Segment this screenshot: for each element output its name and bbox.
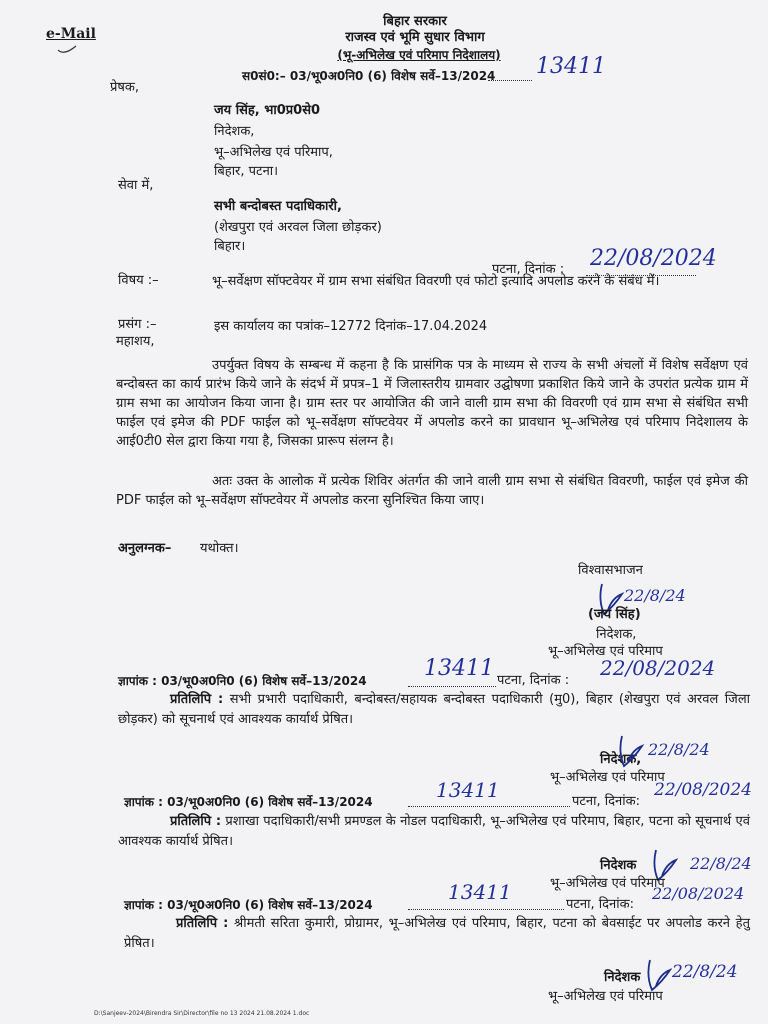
- signatory-office: भू–अभिलेख एवं परिमाप: [548, 644, 663, 659]
- salutation: महाशय,: [116, 334, 155, 349]
- memo-2-copy-text: प्रशाखा पदाधिकारी/सभी प्रमण्डल के नोडल पदाधिकारी, भू–अभिलेख एवं परिमाप, बिहार, पटना को सूचनार्थ एवं आवश्यक कार्यार्थ प्रेषित।: [118, 814, 750, 849]
- sender-office: भू–अभिलेख एवं परिमाप,: [214, 145, 333, 160]
- subject-text: भू–सर्वेक्षण सॉफ्टवेयर में ग्राम सभा संबंधित विवरणी एवं फोटो इत्यादि अपलोड करने के संबंध में।: [212, 274, 660, 289]
- memo-2-dotted-line: [408, 806, 570, 807]
- memo-3-date-label: पटना, दिनांक:: [566, 897, 634, 912]
- memo-3-sign-office: भू–अभिलेख एवं परिमाप: [548, 989, 663, 1004]
- ref-dotted-line: [488, 80, 532, 81]
- memo-1-sign-office: भू–अभिलेख एवं परिमाप: [550, 770, 665, 785]
- memo-1-sig-date: 22/8/24: [648, 740, 710, 759]
- memo-3-dotted-line: [408, 909, 564, 910]
- recipient-exception: (शेखपुरा एवं अरवल जिला छोड़कर): [214, 220, 382, 235]
- memo-1-sign-designation: निदेशक,: [600, 752, 642, 767]
- memo-2-ref-handwritten: 13411: [436, 778, 500, 802]
- closing-text: विश्वासभाजन: [578, 563, 643, 578]
- body-paragraph-1: उपर्युक्त विषय के सम्बन्ध में कहना है कि प्रासंगिक पत्र के माध्यम से राज्य के सभी अंचलों में विशेष सर्वेक्षण एवं बन्दोबस्त का कार्य प्रारंभ किये जाने के संदर्भ में प्रपत्र–1 में जिलास्तरीय ग्रामवार उद्घोषणा प्रकाशित किये जाने के उपरांत प्रत्येक ग्राम में ग्राम सभा का आयोजन किया जाना है। ग्राम स्तर पर आयोजित की जाने वाली ग्राम सभा की विवरणी एवं ग्राम सभा से संबंधित सभी फाईल एवं इमेज की PDF फाईल को भू–सर्वेक्षण सॉफ्टवेयर में अपलोड करने का प्रावधान भू–अभिलेख एवं परिमाप निदेशालय के आई0टी0 सेल द्वारा किया गया है, जिसका प्रारूप संलग्न है।: [116, 358, 748, 449]
- memo-1-dotted-line: [408, 686, 496, 687]
- memo-3-ref: ज्ञापांक : 03/भू0अ0नि0 (6) विशेष सर्वे–13/2024: [124, 898, 373, 912]
- memo-1-ref: ज्ञापांक : 03/भू0अ0नि0 (6) विशेष सर्वे–13/2024: [118, 674, 367, 688]
- memo-3-sign-designation: निदेशक: [604, 970, 641, 985]
- memo-3-date-handwritten: 22/08/2024: [652, 884, 745, 903]
- director-signature-2: [616, 732, 646, 772]
- memo-1-copy-label: प्रतिलिपि :: [170, 692, 224, 707]
- sender-label: प्रेषक,: [110, 80, 140, 95]
- date-label: पटना, दिनांक :: [492, 262, 565, 277]
- memo-2-sign-office: भू–अभिलेख एवं परिमाप: [550, 876, 665, 891]
- header-ref-number: स0सं0:– 03/भू0अ0नि0 (6) विशेष सर्वे–13/2024: [242, 69, 496, 83]
- memo-3-copy-text: श्रीमती सरिता कुमारी, प्रोग्रामर, भू–अभिलेख एवं परिमाप, बिहार, पटना को बेवसाईट पर अपलोड करने हेतु प्रेषित।: [124, 916, 750, 951]
- memo-2-sig-date: 22/8/24: [690, 854, 752, 873]
- memo-2-sign-designation: निदेशक: [600, 858, 637, 873]
- memo-2-date-label: पटना, दिनांक:: [572, 794, 640, 809]
- recipient-label: सेवा में,: [118, 178, 154, 193]
- sender-name: जय सिंह, भा0प्र0से0: [214, 103, 321, 118]
- memo-1-copy: [118, 690, 750, 730]
- signatory-designation: निदेशक,: [596, 627, 637, 642]
- signatory-name: (जय सिंह): [588, 607, 641, 622]
- reference-label: प्रसंग :–: [118, 317, 157, 332]
- sender-place: बिहार, पटना।: [214, 164, 279, 179]
- memo-3-ref-handwritten: 13411: [448, 880, 512, 904]
- signature-date-1: 22/8/24: [624, 586, 686, 605]
- memo-2-date-handwritten: 22/08/2024: [654, 780, 752, 800]
- memo-1-copy-text: सभी प्रभारी पदाधिकारी, बन्दोबस्त/सहायक बन्दोबस्त पदाधिकारी (मु0), बिहार (शेखपुरा एवं अरवल जिला छोड़कर) को सूचनार्थ एवं आवश्यक कार्यार्थ प्रेषित।: [118, 692, 750, 727]
- memo-1-ref-handwritten: 13411: [424, 656, 494, 681]
- memo-1-date-label: पटना, दिनांक :: [497, 673, 570, 688]
- memo-2-ref: ज्ञापांक : 03/भू0अ0नि0 (6) विशेष सर्वे–13/2024: [124, 795, 373, 809]
- body-paragraph-2: अतः उक्त के आलोक में प्रत्येक शिविर अंतर्गत की जाने वाली ग्राम सभा से संबंधित विवरणी, फाईल एवं इमेज की PDF फाईल को भू–सर्वेक्षण सॉफ्टवेयर में अपलोड करना सुनिश्चित किया जाए।: [116, 474, 748, 508]
- header-department: राजस्व एवं भूमि सुधार विभाग: [345, 30, 485, 45]
- email-label: e-Mail: [46, 26, 96, 42]
- memo-1-date-handwritten: 22/08/2024: [600, 656, 716, 680]
- memo-2-copy-label: प्रतिलिपि :: [170, 814, 222, 829]
- memo-3-sig-date: 22/8/24: [672, 962, 738, 982]
- enclosure-text: यथोक्त।: [200, 541, 239, 556]
- memo-3-copy: [124, 914, 750, 954]
- reference-text: इस कार्यालय का पत्रांक–12772 दिनांक–17.04.2024: [214, 319, 488, 334]
- ref-handwritten-number: 13411: [536, 54, 606, 79]
- subject-label: विषय :–: [118, 273, 159, 288]
- sender-designation: निदेशक,: [214, 124, 255, 139]
- recipient-place: बिहार।: [214, 239, 246, 254]
- email-tick-icon: [56, 44, 80, 58]
- header-government: बिहार सरकार: [383, 14, 447, 29]
- date-handwritten: 22/08/2024: [590, 246, 717, 271]
- enclosure-label: अनुलग्नक–: [118, 541, 172, 556]
- header-directorate: (भू-अभिलेख एवं परिमाप निदेशालय): [337, 48, 501, 62]
- memo-3-copy-label: प्रतिलिपि :: [176, 916, 229, 931]
- recipient-name: सभी बन्दोबस्त पदाधिकारी,: [214, 199, 342, 214]
- file-path-footer: D:\Sanjeev-2024\Birendra Sir\Director\file no 13 2024 21.08.2024 1.doc: [94, 1010, 310, 1017]
